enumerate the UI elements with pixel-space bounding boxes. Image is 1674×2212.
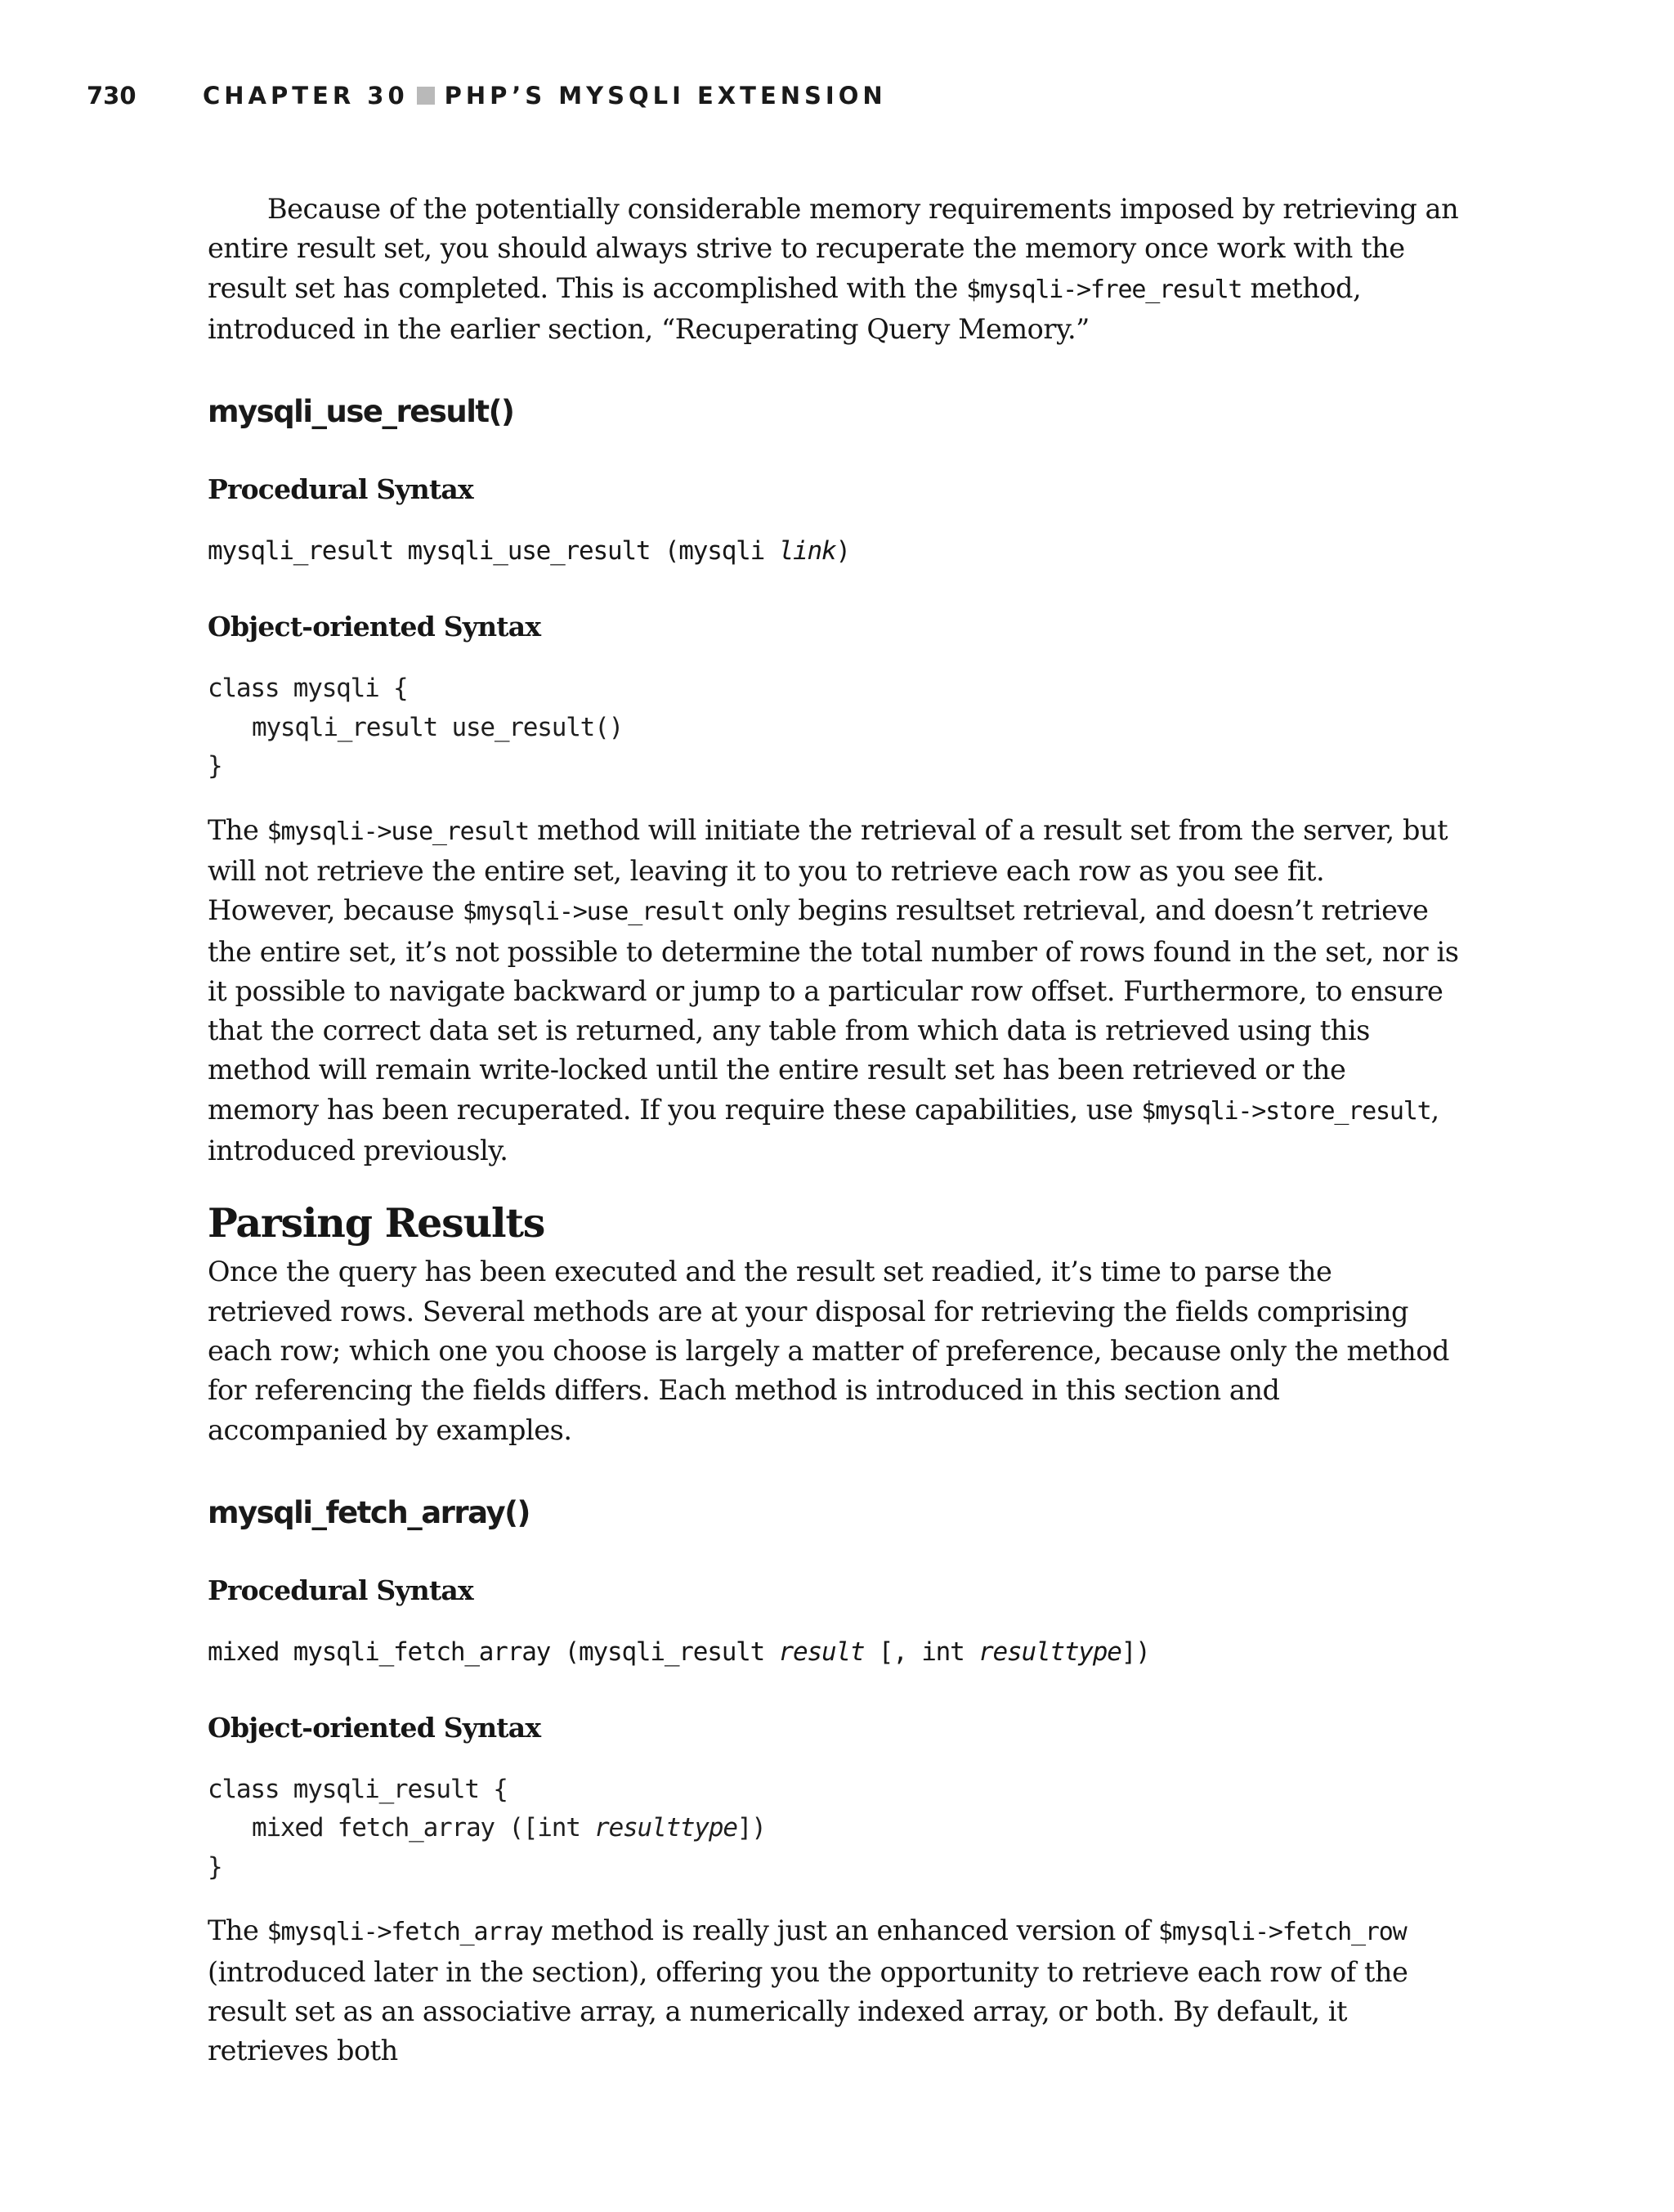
desc-text: (introduced later in the section), offering you the opportunity to retrieve each row of the result set as an associative array, a numerically indexed array, or both. By default, it retrieves both <box>208 1955 1408 2067</box>
code-line: class mysqli { <box>208 674 408 704</box>
oo-syntax-label: Object-oriented Syntax <box>208 1711 541 1744</box>
use-result-description <box>208 811 1460 1171</box>
inline-code: $mysqli->fetch_array <box>266 1918 543 1947</box>
desc-text: method is really just an enhanced version of <box>542 1914 1158 1947</box>
desc-text: The <box>208 813 267 846</box>
oo-syntax-code <box>208 1771 1460 1887</box>
inline-code: $mysqli->fetch_row <box>1157 1918 1407 1947</box>
running-head <box>87 82 1674 116</box>
intro-text: method, introduced in the earlier section, “Recuperating Query Memory.” <box>208 271 1362 345</box>
desc-text: method will initiate the retrieval of a result set from the server, but will not retrieve the entire set, leaving it to you to retrieve each row as you see fit. However, because <box>208 813 1448 927</box>
section-heading-parsing-results: Parsing Results <box>208 1199 545 1247</box>
code-param: resulttype <box>978 1637 1121 1667</box>
code-text: [, int <box>864 1637 979 1667</box>
oo-syntax-code <box>208 669 1460 786</box>
function-heading-fetch-array: mysqli_fetch_array() <box>208 1494 530 1530</box>
function-heading-use-result: mysqli_use_result() <box>208 394 514 430</box>
page-number: 730 <box>87 82 137 110</box>
code-text: ]) <box>736 1813 766 1843</box>
desc-text: only begins resultset retrieval, and doesn’t retrieve the entire set, it’s not possible to determine the total number of rows found in the set, nor is it possible to navigate backward or jump to a particular row offset. Furthermore, to ensure that the correct data set is returned, any table from which data is retrieved using this method will remain write-locked until the entire result set has been retrieved or the memory has been recuperated. If you require these capabilities, use <box>208 894 1459 1126</box>
code-param: resulttype <box>594 1813 737 1843</box>
code-text: ) <box>835 536 850 566</box>
fetch-array-description <box>208 1911 1460 2071</box>
chapter-title: PHP’S MYSQLI EXTENSION <box>444 82 887 110</box>
code-text: ]) <box>1121 1637 1150 1667</box>
chapter-label: CHAPTER 30 <box>203 82 409 110</box>
parsing-paragraph: Once the query has been executed and the result set readied, it’s time to parse the retrieved rows. Several methods are at your disposal for retrieving the fields comprising each row; which one you choose is largely a matter of preference, because only the method for referencing the fields differs. Each method is introduced in this section and accompanied by examples. <box>208 1256 1449 1446</box>
code-text: mixed mysqli_fetch_array (mysqli_result <box>208 1637 779 1667</box>
square-bullet-icon <box>417 87 435 105</box>
code-text: mysqli_result mysqli_use_result (mysqli <box>208 536 779 566</box>
chapter-heading <box>203 82 887 110</box>
desc-text: , introduced previously. <box>208 1093 1439 1167</box>
intro-text: Because of the potentially considerable memory requirements imposed by retrieving an entire result set, you should always strive to recuperate the memory once work with the result set has completed. This is accomplished with the <box>208 193 1459 304</box>
intro-paragraph <box>208 190 1460 349</box>
procedural-syntax-label: Procedural Syntax <box>208 473 473 506</box>
procedural-syntax-code <box>208 1633 1460 1671</box>
procedural-syntax-label: Procedural Syntax <box>208 1574 473 1606</box>
inline-code: $mysqli->store_result <box>1141 1096 1431 1126</box>
oo-syntax-label: Object-oriented Syntax <box>208 611 541 643</box>
code-param: link <box>778 536 836 566</box>
code-line: } <box>208 1852 222 1882</box>
desc-text: The <box>208 1914 267 1947</box>
code-text: mixed fetch_array ([int <box>252 1813 595 1843</box>
code-param: result <box>778 1637 865 1667</box>
code-line: } <box>208 751 222 781</box>
inline-code: $mysqli->use_result <box>266 817 529 846</box>
code-line: mysqli_result use_result() <box>252 712 624 742</box>
page-content <box>208 190 1460 2071</box>
code-line: class mysqli_result { <box>208 1774 508 1804</box>
inline-code: $mysqli->free_result <box>966 275 1242 304</box>
procedural-syntax-code <box>208 532 1460 570</box>
inline-code: $mysqli->use_result <box>462 898 725 927</box>
